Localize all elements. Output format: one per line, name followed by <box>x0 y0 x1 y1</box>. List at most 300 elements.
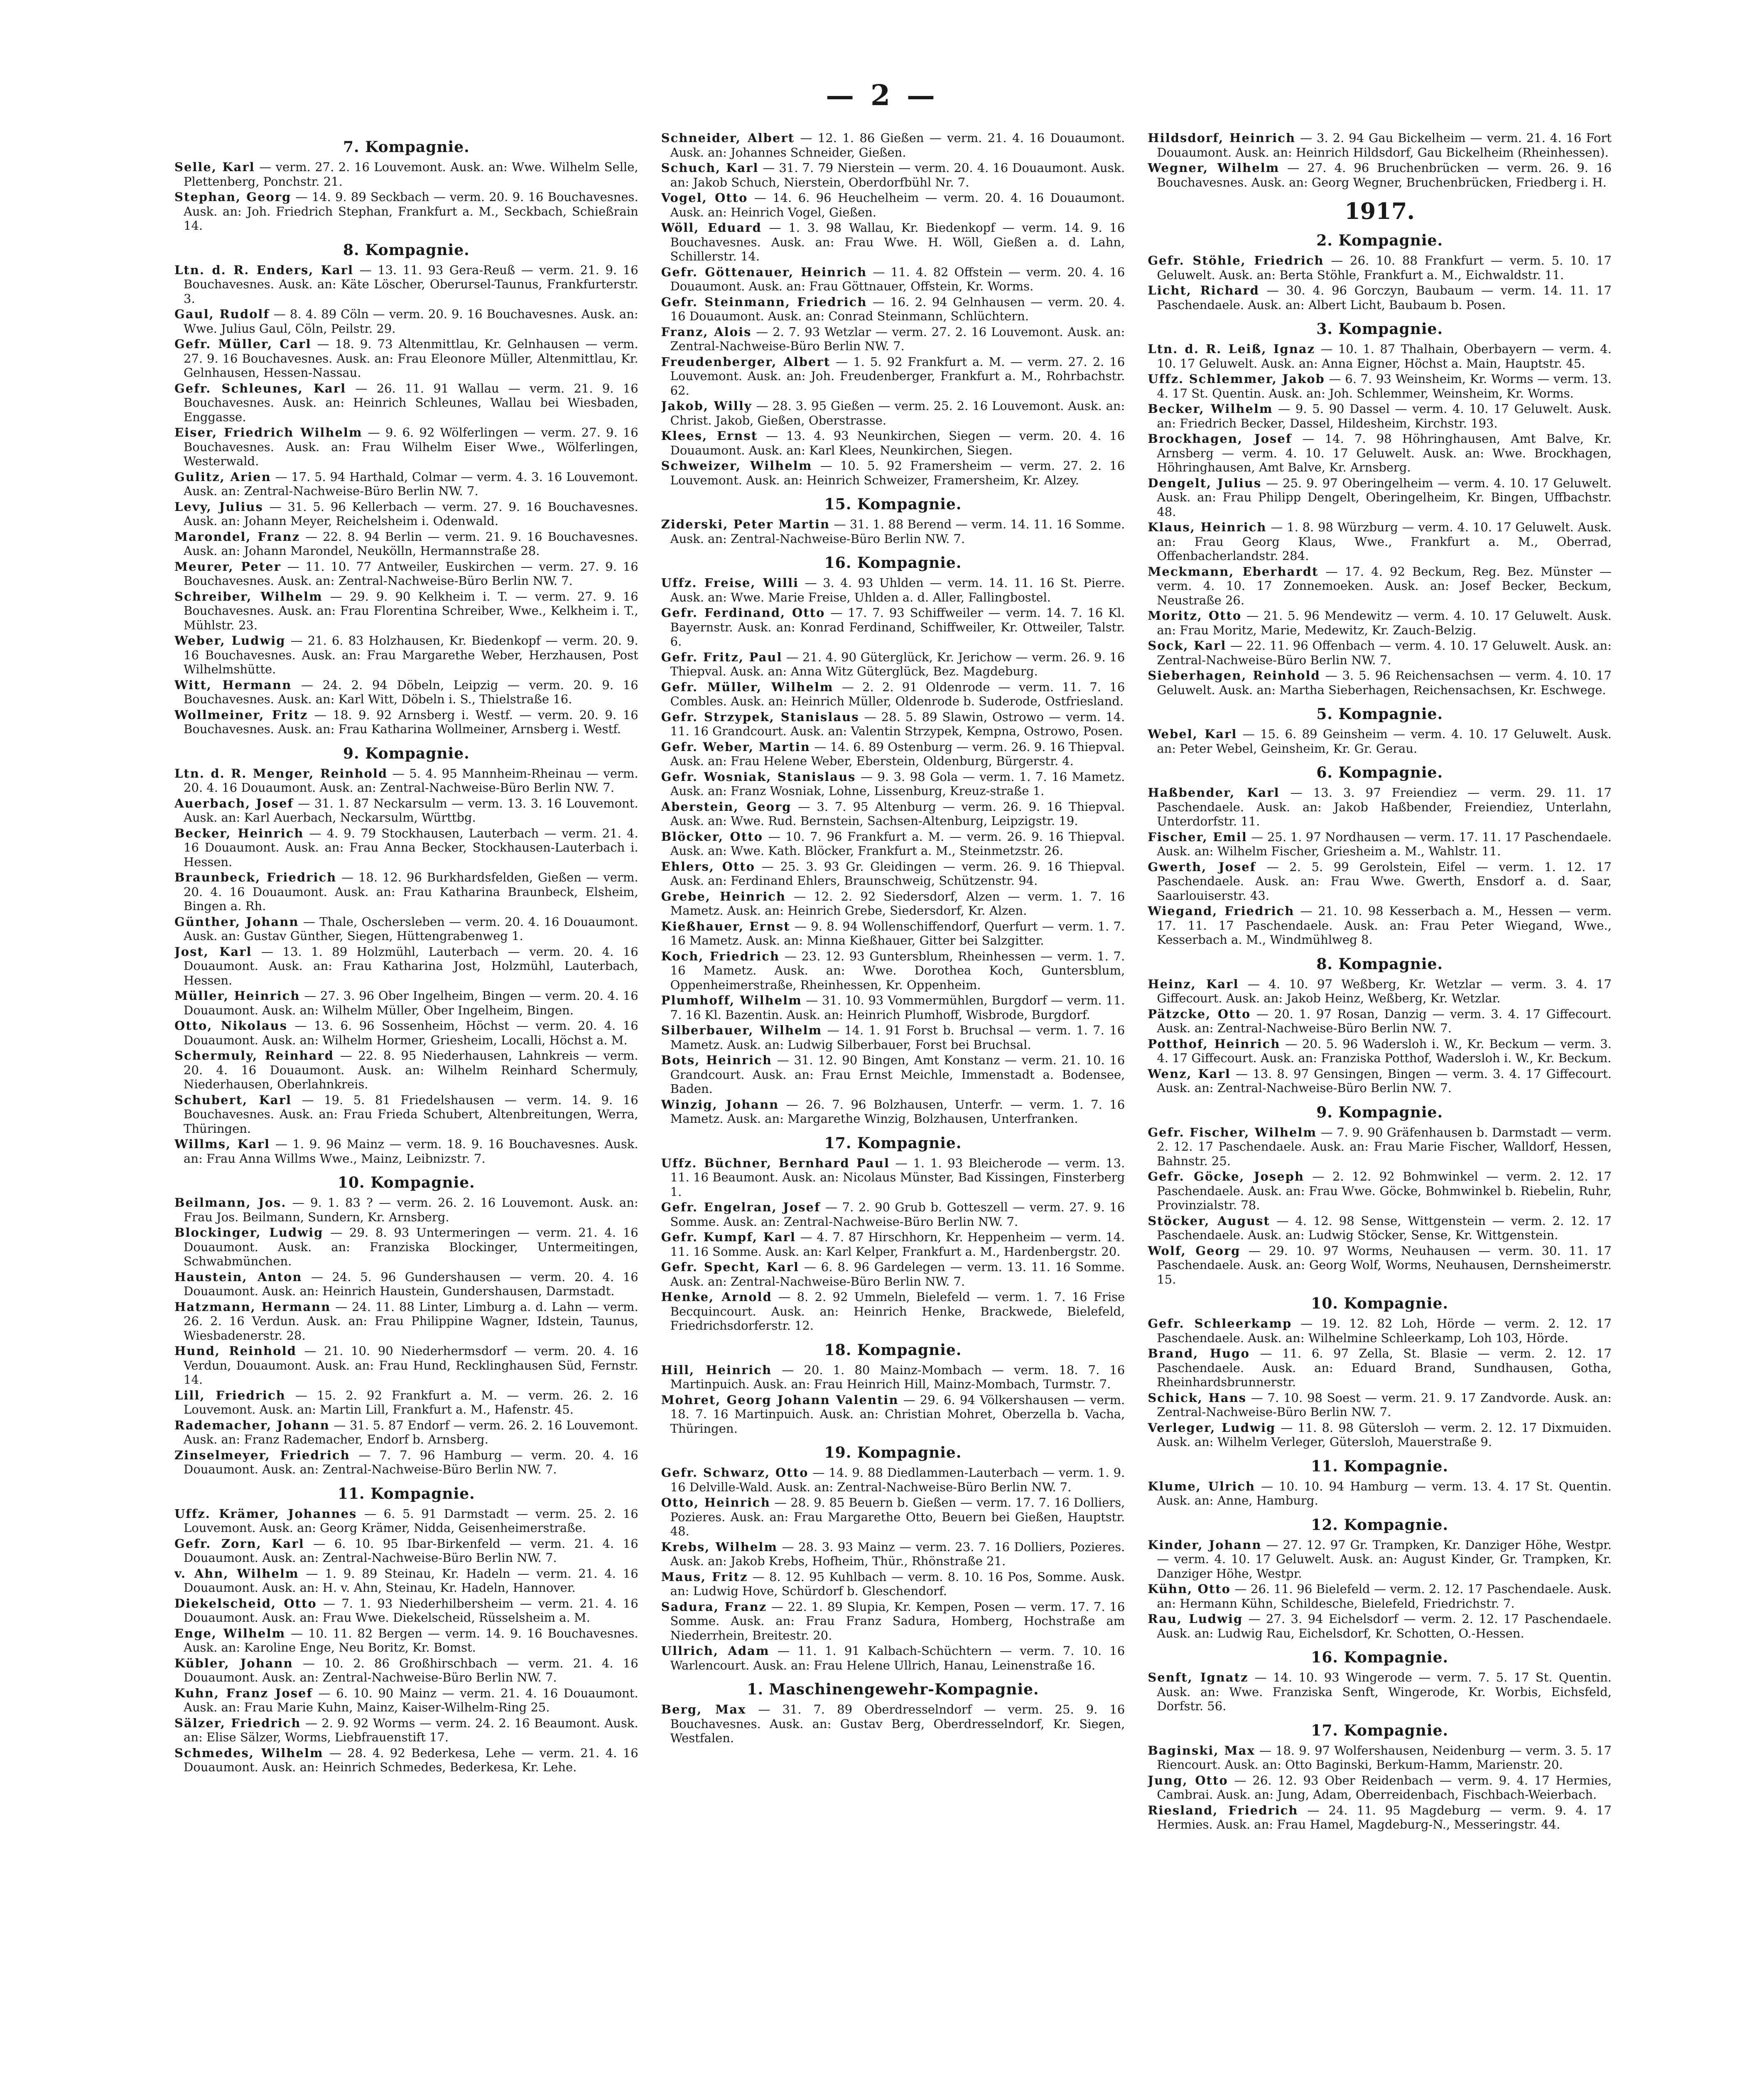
soldier-name: Schuch, Karl <box>661 161 759 175</box>
entry-details: — 18. 12. 96 Burkhardsfelden, Gießen — verm. 20. 4. 16 Douaumont. Ausk. an: Frau Katharina Braunbeck, Elsheim, Bingen a. Rh. <box>184 870 638 913</box>
casualty-entry <box>661 1230 1125 1259</box>
soldier-name: Stephan, Georg <box>174 190 292 204</box>
page-number: — 2 — <box>826 79 938 112</box>
casualty-entry <box>174 826 638 869</box>
soldier-name: Enge, Wilhelm <box>174 1626 286 1640</box>
soldier-name: Webel, Karl <box>1148 727 1237 741</box>
entry-details: — 21. 6. 83 Holzhausen, Kr. Biedenkopf — verm. 20. 9. 16 Bouchavesnes. Ausk. an: Frau Margarethe Weber, Herzhausen, Post Wilhelmshütte. <box>184 633 638 676</box>
entry-details: — 27. 12. 97 Gr. Trampken, Kr. Danziger Höhe, Westpr. — verm. 4. 10. 17 Geluwelt. Ausk. an: August Kinder, Gr. Trampken, Kr. Danziger Höhe, Westpr. <box>1157 1537 1612 1581</box>
entry-details: — 6. 7. 93 Weinsheim, Kr. Worms — verm. 13. 4. 17 St. Quentin. Ausk. an: Joh. Schlemmer, Weinsheim, Kr. Worms. <box>1157 372 1612 400</box>
soldier-name: Wöll, Eduard <box>661 221 762 235</box>
entry-details: — 10. 10. 94 Hamburg — verm. 13. 4. 17 St. Quentin. Ausk. an: Anne, Hamburg. <box>1157 1479 1612 1507</box>
casualty-entry <box>174 766 638 795</box>
casualty-entry <box>661 1393 1125 1436</box>
company-section <box>174 138 638 233</box>
soldier-name: Sock, Karl <box>1148 638 1227 653</box>
casualty-entry <box>174 1019 638 1047</box>
soldier-name: Meckmann, Eberhardt <box>1148 564 1319 579</box>
company-section <box>174 1485 638 1775</box>
entry-details: — 28. 4. 92 Bederkesa, Lehe — verm. 21. 4. 16 Douaumont. Ausk. an: Heinrich Schmedes, Bederkesa, Kr. Lehe. <box>184 1746 638 1774</box>
company-heading: 15. Kompagnie. <box>824 496 962 513</box>
company-section <box>174 745 638 1166</box>
casualty-entry <box>1148 1007 1612 1036</box>
soldier-name: Zinselmeyer, Friedrich <box>174 1448 350 1462</box>
company-section <box>661 1444 1125 1672</box>
casualty-entry <box>174 1566 638 1595</box>
company-section <box>661 554 1125 1126</box>
soldier-name: Haustein, Anton <box>174 1269 302 1284</box>
soldier-name: Berg, Max <box>661 1702 746 1716</box>
casualty-entry <box>174 1448 638 1477</box>
company-section <box>661 1134 1125 1333</box>
entry-details: — 23. 12. 93 Guntersblum, Rheinhessen — verm. 1. 7. 16 Mametz. Ausk. an: Wwe. Dorothea Koch, Guntersblum, Oppenheimerstraße, Rheinhessen, Kr. Oppenheim. <box>670 949 1125 992</box>
casualty-entry <box>1148 565 1612 608</box>
casualty-entry <box>661 1363 1125 1392</box>
entry-details: — 1. 5. 92 Frankfurt a. M. — verm. 27. 2. 16 Louvemont. Ausk. an: Joh. Freudenberger, Frankfurt a. M., Rohrbachstr. 62. <box>670 354 1125 398</box>
soldier-name: Gefr. Steinmann, Friedrich <box>661 295 867 309</box>
entry-details: — verm. 27. 2. 16 Louvemont. Ausk. an: Wwe. Wilhelm Selle, Plettenberg, Ponchstr. 21. <box>184 160 638 189</box>
casualty-entry <box>661 295 1125 324</box>
soldier-name: Potthof, Heinrich <box>1148 1036 1281 1051</box>
company-section <box>661 496 1125 546</box>
soldier-name: Witt, Hermann <box>174 678 292 692</box>
entry-details: — 2. 7. 93 Wetzlar — verm. 27. 2. 16 Louvemont. Ausk. an: Zentral-Nachweise-Büro Berlin NW. 7. <box>670 324 1125 353</box>
entry-details: — 26. 12. 93 Ober Reidenbach — verm. 9. 4. 17 Hermies, Cambrai. Ausk. an: Jung, Adam, Oberreidenbach, Fischbach-Weierbach. <box>1157 1773 1612 1802</box>
soldier-name: Gefr. Zorn, Karl <box>174 1536 304 1551</box>
entry-details: — 25. 3. 93 Gr. Gleidingen — verm. 26. 9. 16 Thiepval. Ausk. an: Ferdinand Ehlers, Braunschweig, Schützenstr. 94. <box>670 859 1125 888</box>
soldier-name: Wiegand, Friedrich <box>1148 904 1295 918</box>
entry-details: — 21. 5. 96 Mendewitz — verm. 4. 10. 17 Geluwelt. Ausk. an: Frau Moritz, Marie, Medewitz, Kr. Zauch-Belzig. <box>1157 609 1612 637</box>
casualty-entry <box>1148 432 1612 475</box>
casualty-entry <box>174 337 638 380</box>
entry-details: — 20. 5. 96 Wadersloh i. W., Kr. Beckum — verm. 3. 4. 17 Giffecourt. Ausk. an: Franziska Potthof, Wadersloh i. W., Kr. Beckum. <box>1157 1036 1612 1065</box>
soldier-name: Blöcker, Otto <box>661 829 763 844</box>
entry-details: — 3. 7. 95 Altenburg — verm. 26. 9. 16 Thiepval. Ausk. an: Wwe. Rud. Bernstein, Sachsen-Altenburg, Leipzigstr. 19. <box>670 799 1125 828</box>
entry-details: — 10. 5. 92 Framersheim — verm. 27. 2. 16 Louvemont. Ausk. an: Heinrich Schweizer, Framersheim, Kr. Alzey. <box>670 459 1125 487</box>
casualty-entry <box>174 263 638 306</box>
soldier-name: Ltn. d. R. Leiß, Ignaz <box>1148 342 1315 356</box>
company-section <box>1148 320 1612 697</box>
soldier-name: Gefr. Schleerkamp <box>1148 1316 1292 1331</box>
entry-details: — 22. 8. 94 Berlin — verm. 21. 9. 16 Bouchavesnes. Ausk. an: Johann Marondel, Neukölln, Hermannstraße 28. <box>184 529 638 558</box>
soldier-name: Sadura, Franz <box>661 1599 767 1614</box>
soldier-name: Stöcker, August <box>1148 1213 1270 1228</box>
entry-details: — 15. 2. 92 Frankfurt a. M. — verm. 26. 2. 16 Louvemont. Ausk. an: Martin Lill, Frankfurt a. M., Hafenstr. 45. <box>184 1388 638 1417</box>
casualty-entry <box>174 1686 638 1715</box>
casualty-entry <box>1148 1670 1612 1714</box>
entry-details: — 5. 4. 95 Mannheim-Rheinau — verm. 20. 4. 16 Douaumont. Ausk. an: Zentral-Nachweise-Büro Berlin NW. 7. <box>184 766 638 795</box>
column-container <box>174 131 1612 2077</box>
casualty-entry <box>1148 1773 1612 1802</box>
company-heading: 8. Kompagnie. <box>343 241 470 259</box>
casualty-entry <box>1148 977 1612 1006</box>
soldier-name: Schweizer, Wilhelm <box>661 459 812 473</box>
casualty-entry <box>1148 638 1612 667</box>
casualty-entry <box>661 576 1125 604</box>
soldier-name: Gulitz, Arien <box>174 469 271 484</box>
soldier-name: Gefr. Göcke, Joseph <box>1148 1169 1305 1183</box>
casualty-entry <box>1148 904 1612 947</box>
entry-details: — 22. 1. 89 Slupia, Kr. Kempen, Posen — verm. 17. 7. 16 Somme. Ausk. an: Frau Franz Sadura, Homberg, Hochstraße am Niederrhein, Breitestr. 20. <box>670 1599 1125 1642</box>
company-heading: 2. Kompagnie. <box>1316 232 1443 249</box>
company-section <box>1148 705 1612 756</box>
casualty-entry <box>661 1097 1125 1126</box>
entry-details: — 20. 1. 97 Rosan, Danzig — verm. 3. 4. 17 Giffecourt. Ausk. an: Zentral-Nachweise-Büro Berlin NW. 7. <box>1157 1007 1612 1035</box>
soldier-name: Brand, Hugo <box>1148 1346 1250 1360</box>
entry-details: — 2. 2. 91 Oldenrode — verm. 11. 7. 16 Combles. Ausk. an: Heinrich Müller, Oldenrode b. Suderode, Ostfriesland. <box>670 680 1125 708</box>
casualty-entry <box>661 1644 1125 1672</box>
casualty-entry <box>661 399 1125 427</box>
entry-details: — 11. 10. 77 Antweiler, Euskirchen — verm. 27. 9. 16 Bouchavesnes. Ausk. an: Zentral-Nachweise-Büro Berlin NW. 7. <box>184 559 638 588</box>
soldier-name: Schick, Hans <box>1148 1390 1247 1405</box>
soldier-name: Kinder, Johann <box>1148 1537 1262 1552</box>
soldier-name: Gefr. Schleunes, Karl <box>174 381 346 395</box>
soldier-name: Heinz, Karl <box>1148 977 1239 991</box>
casualty-entry <box>174 190 638 233</box>
entry-details: — 11. 8. 98 Gütersloh — verm. 2. 12. 17 Dixmuiden. Ausk. an: Wilhelm Verleger, Gütersloh, Mauerstraße 9. <box>1157 1420 1612 1449</box>
entry-details: — 10. 7. 96 Frankfurt a. M. — verm. 26. 9. 16 Thiepval. Ausk. an: Wwe. Kath. Blöcker, Frankfurt a. M., Steinmetzstr. 26. <box>670 829 1125 858</box>
soldier-name: Lill, Friedrich <box>174 1388 286 1402</box>
soldier-name: Gefr. Engelran, Josef <box>661 1200 821 1214</box>
entry-details: — 4. 9. 79 Stockhausen, Lauterbach — verm. 21. 4. 16 Douaumont. Ausk. an: Frau Anna Becker, Stockhausen-Lauterbach i. Hessen. <box>184 826 638 869</box>
casualty-entry <box>1148 283 1612 312</box>
entry-details: — 2. 12. 92 Bohmwinkel — verm. 2. 12. 17 Paschendaele. Ausk. an: Frau Wwe. Göcke, Bohmwinkel b. Riebelin, Ruhr, Provinzialstr. 78. <box>1157 1169 1612 1212</box>
soldier-name: Weber, Ludwig <box>174 633 286 648</box>
soldier-name: Levy, Julius <box>174 499 263 514</box>
casualty-entry <box>661 1200 1125 1229</box>
entry-details: — 26. 11. 91 Wallau — verm. 21. 9. 16 Bouchavesnes. Ausk. an: Heinrich Schleunes, Wallau bei Wiesbaden, Enggasse. <box>184 381 638 424</box>
entry-details: — 31. 7. 79 Nierstein — verm. 20. 4. 16 Douaumont. Ausk. an: Jakob Schuch, Nierstein, Oberdorfbühl Nr. 7. <box>670 161 1125 189</box>
company-heading: 9. Kompagnie. <box>1316 1103 1443 1121</box>
soldier-name: Diekelscheid, Otto <box>174 1596 317 1611</box>
entry-details: — 1. 9. 96 Mainz — verm. 18. 9. 16 Bouchavesnes. Ausk. an: Frau Anna Willms Wwe., Mainz, Leibnizstr. 7. <box>184 1137 638 1166</box>
soldier-name: Schneider, Albert <box>661 131 795 145</box>
casualty-entry <box>1148 1346 1612 1390</box>
soldier-name: Haßbender, Karl <box>1148 786 1280 800</box>
entry-details: — 2. 5. 99 Gerolstein, Eifel — verm. 1. 12. 17 Paschendaele. Ausk. an: Frau Wwe. Gwerth, Ensdorf a. d. Saar, Saarlouiserstr. 43. <box>1157 859 1612 903</box>
entry-details: — Thale, Oschersleben — verm. 20. 4. 16 Douaumont. Ausk. an: Gustav Günther, Siegen, Hüttengrabenweg 1. <box>184 914 638 943</box>
casualty-entry <box>174 945 638 988</box>
casualty-entry <box>1148 786 1612 829</box>
casualty-entry <box>174 915 638 943</box>
casualty-entry <box>661 265 1125 294</box>
entry-details: — 12. 1. 86 Gießen — verm. 21. 4. 16 Douaumont. Ausk. an: Johannes Schneider, Gießen. <box>670 131 1125 160</box>
entry-details: — 19. 5. 81 Friedelshausen — verm. 14. 9. 16 Bouchavesnes. Ausk. an: Frau Frieda Schubert, Altenbreitungen, Werra, Thüringen. <box>184 1093 638 1136</box>
soldier-name: Gefr. Stöhle, Friedrich <box>1148 253 1324 268</box>
entry-details: — 22. 11. 96 Offenbach — verm. 4. 10. 17 Geluwelt. Ausk. an: Zentral-Nachweise-Büro Berlin NW. 7. <box>1157 638 1612 667</box>
soldier-name: Gefr. Ferdinand, Otto <box>661 606 825 620</box>
entry-details: — 1. 9. 89 Steinau, Kr. Hadeln — verm. 21. 4. 16 Douaumont. Ausk. an: H. v. Ahn, Steinau, Kr. Hadeln, Hannover. <box>184 1566 638 1595</box>
entry-details: — 4. 7. 87 Hirschhorn, Kr. Heppenheim — verm. 14. 11. 16 Somme. Ausk. an: Karl Kelper, Frankfurt a. M., Hardenbergstr. 20. <box>670 1230 1125 1259</box>
casualty-entry <box>1148 1743 1612 1772</box>
casualty-entry <box>174 1270 638 1299</box>
entry-details: — 9. 5. 90 Dassel — verm. 4. 10. 17 Geluwelt. Ausk. an: Friedrich Becker, Dassel, Hildesheim, Kirchstr. 193. <box>1157 402 1612 430</box>
casualty-entry <box>1148 1316 1612 1345</box>
soldier-name: Rau, Ludwig <box>1148 1612 1243 1626</box>
entry-details: — 3. 2. 94 Gau Bickelheim — verm. 21. 4. 16 Fort Douaumont. Ausk. an: Heinrich Hildsdorf, Gau Bickelheim (Rheinhessen). <box>1157 131 1612 160</box>
casualty-entry <box>1148 1067 1612 1095</box>
entry-details: — 9. 1. 83 ? — verm. 26. 2. 16 Louvemont. Ausk. an: Frau Jos. Beilmann, Sundern, Kr. Arnsberg. <box>184 1196 638 1224</box>
entry-details: — 16. 2. 94 Gelnhausen — verm. 20. 4. 16 Douaumont. Ausk. an: Conrad Steinmann, Schlüchtern. <box>670 295 1125 323</box>
soldier-name: Gefr. Wosniak, Stanislaus <box>661 769 856 784</box>
company-section <box>1148 955 1612 1095</box>
soldier-name: Vogel, Otto <box>661 191 748 205</box>
soldier-name: Fischer, Emil <box>1148 830 1247 844</box>
casualty-entry <box>174 870 638 913</box>
casualty-entry <box>661 710 1125 739</box>
company-heading: 11. Kompagnie. <box>1311 1457 1449 1475</box>
casualty-entry <box>661 830 1125 858</box>
entry-details: — 28. 9. 85 Beuern b. Gießen — verm. 17. 7. 16 Dolliers, Pozieres. Ausk. an: Frau Margarethe Otto, Beuern bei Gießen, Hauptstr. 48. <box>670 1495 1125 1538</box>
casualty-entry <box>661 800 1125 828</box>
soldier-name: Bots, Heinrich <box>661 1053 772 1067</box>
entry-details: — 13. 4. 93 Neunkirchen, Siegen — verm. 20. 4. 16 Douaumont. Ausk. an: Karl Klees, Neunkirchen, Siegen. <box>670 429 1125 457</box>
entry-details: — 13. 6. 96 Sossenheim, Höchst — verm. 20. 4. 16 Douaumont. Ausk. an: Wilhelm Hormer, Griesheim, Localli, Höchst a. M. <box>184 1019 638 1047</box>
casualty-entry <box>174 530 638 558</box>
company-heading: 19. Kompagnie. <box>824 1444 962 1461</box>
casualty-entry <box>174 1746 638 1775</box>
entry-details: — 31. 1. 88 Berend — verm. 14. 11. 16 Somme. Ausk. an: Zentral-Nachweise-Büro Berlin NW. 7. <box>670 517 1125 546</box>
entry-details: — 21. 4. 90 Güterglück, Kr. Jerichow — verm. 26. 9. 16 Thiepval. Ausk. an: Anna Witz Güterglück, Bez. Magdeburg. <box>670 650 1125 678</box>
casualty-entry <box>174 589 638 633</box>
casualty-entry <box>174 1048 638 1092</box>
soldier-name: Winzig, Johann <box>661 1097 779 1112</box>
casualty-entry <box>1148 1037 1612 1066</box>
company-heading: 3. Kompagnie. <box>1316 320 1443 338</box>
soldier-name: Gefr. Specht, Karl <box>661 1260 799 1274</box>
company-section <box>1148 1295 1612 1449</box>
entry-details: — 17. 7. 93 Schiffweiler — verm. 14. 7. 16 Kl. Bayernstr. Ausk. an: Konrad Ferdinand, Schiffweiler, Kr. Ottweiler, Talstr. 6. <box>670 606 1125 648</box>
entry-details: — 1. 1. 93 Bleicherode — verm. 13. 11. 16 Beaumont. Ausk. an: Nicolaus Münster, Bad Kissingen, Finsterberg 1. <box>670 1156 1125 1199</box>
company-heading: 16. Kompagnie. <box>1311 1649 1449 1666</box>
company-heading: 10. Kompagnie. <box>1311 1295 1449 1312</box>
casualty-entry <box>174 1537 638 1565</box>
soldier-name: Freudenberger, Albert <box>661 354 831 369</box>
entry-details: — 6. 10. 95 Ibar-Birkenfeld — verm. 21. 4. 16 Douaumont. Ausk. an: Zentral-Nachweise-Büro Berlin NW. 7. <box>184 1536 638 1565</box>
casualty-entry <box>661 606 1125 649</box>
entry-details: — 13. 11. 93 Gera-Reuß — verm. 21. 9. 16 Bouchavesnes. Ausk. an: Käte Löscher, Oberursel-Taunus, Frankfurterstr. 3. <box>184 263 638 306</box>
soldier-name: Becker, Wilhelm <box>1148 402 1273 416</box>
casualty-entry <box>174 160 638 189</box>
entry-details: — 8. 2. 92 Ummeln, Bielefeld — verm. 1. 7. 16 Frise Becquincourt. Ausk. an: Heinrich Henke, Brackwede, Bielefeld, Friedrichsdorferstr. 12. <box>670 1290 1125 1333</box>
company-heading: 16. Kompagnie. <box>824 554 962 572</box>
soldier-name: Maus, Fritz <box>661 1569 748 1584</box>
company-section <box>1148 131 1612 189</box>
entry-details: — 20. 1. 80 Mainz-Mombach — verm. 18. 7. 16 Martinpuich. Ausk. an: Frau Heinrich Hill, Mainz-Mombach, Turmstr. 7. <box>670 1363 1125 1391</box>
soldier-name: Sieberhagen, Reinhold <box>1148 668 1320 683</box>
company-section <box>1148 764 1612 947</box>
casualty-entry <box>661 919 1125 948</box>
soldier-name: Grebe, Heinrich <box>661 889 786 903</box>
casualty-entry <box>661 221 1125 264</box>
casualty-entry <box>1148 1244 1612 1287</box>
entry-details: — 13. 8. 97 Gensingen, Bingen — verm. 3. 4. 17 Giffecourt. Ausk. an: Zentral-Nachweise-Büro Berlin NW. 7. <box>1157 1066 1612 1095</box>
entry-details: — 18. 9. 92 Arnsberg i. Westf. — verm. 20. 9. 16 Bouchavesnes. Ausk. an: Frau Katharina Wollmeiner, Arnsberg i. Westf. <box>184 707 638 736</box>
casualty-entry <box>1148 342 1612 371</box>
company-heading: 7. Kompagnie. <box>343 138 470 156</box>
soldier-name: Kübler, Johann <box>174 1656 293 1670</box>
company-section <box>1148 1104 1612 1287</box>
casualty-entry <box>1148 860 1612 903</box>
casualty-entry <box>174 1225 638 1269</box>
entry-details: — 24. 11. 88 Linter, Limburg a. d. Lahn — verm. 26. 2. 16 Verdun. Ausk. an: Frau Philippine Wagner, Idstein, Taunus, Wiesbadenerstr. 28. <box>184 1299 638 1343</box>
entry-details: — 18. 9. 73 Altenmittlau, Kr. Gelnhausen — verm. 27. 9. 16 Bouchavesnes. Ausk. an: Frau Eleonore Müller, Altenmittlau, Kr. Gelnhausen, Hessen-Nassau. <box>184 337 638 380</box>
soldier-name: Wenz, Karl <box>1148 1066 1231 1081</box>
entry-details: — 29. 9. 90 Kelkheim i. T. — verm. 27. 9. 16 Bouchavesnes. Ausk. an: Frau Florentina Schreiber, Wwe., Kelkheim i. T., Mühlstr. 23. <box>184 589 638 632</box>
soldier-name: Gwerth, Josef <box>1148 859 1256 874</box>
entry-details: — 31. 5. 96 Kellerbach — verm. 27. 9. 16 Bouchavesnes. Ausk. an: Johann Meyer, Reichelsheim i. Odenwald. <box>184 499 638 528</box>
casualty-entry <box>1148 402 1612 430</box>
soldier-name: Schermuly, Reinhard <box>174 1048 334 1063</box>
soldier-name: Gaul, Rudolf <box>174 307 270 321</box>
casualty-entry <box>661 1540 1125 1569</box>
casualty-entry <box>174 1388 638 1417</box>
entry-details: — 25. 9. 97 Oberingelheim — verm. 4. 10. 17 Geluwelt. Ausk. an: Frau Philipp Dengelt, Oberingelheim, Kr. Bingen, Uffbachstr. 48. <box>1157 476 1612 519</box>
entry-details: — 28. 5. 89 Slawin, Ostrowo — verm. 14. 11. 16 Grandcourt. Ausk. an: Valentin Strzypek, Kempna, Ostrowo, Posen. <box>670 710 1125 738</box>
company-heading: 17. Kompagnie. <box>1311 1721 1449 1739</box>
entry-details: — 21. 10. 90 Niederhermsdorf — verm. 20. 4. 16 Verdun, Douaumont. Ausk. an: Frau Hund, Recklinghausen Süd, Fernstr. 14. <box>184 1344 638 1387</box>
company-heading: 18. Kompagnie. <box>824 1341 962 1359</box>
soldier-name: Moritz, Otto <box>1148 609 1242 623</box>
year-heading: 1917. <box>1344 198 1415 224</box>
soldier-name: Kühn, Otto <box>1148 1582 1231 1596</box>
soldier-name: Otto, Heinrich <box>661 1495 770 1510</box>
casualty-entry <box>174 1656 638 1685</box>
casualty-entry <box>661 1466 1125 1494</box>
entry-details: — 31. 12. 90 Bingen, Amt Konstanz — verm. 21. 10. 16 Grandcourt. Ausk. an: Frau Ernst Meichle, Immenstadt a. Bodensee, Baden. <box>670 1053 1125 1096</box>
entry-details: — 21. 10. 98 Kesserbach a. M., Hessen — verm. 17. 11. 17 Paschendaele. Ausk. an: Frau Peter Wiegand, Wwe., Kesserbach a. M., Windmühlweg 8. <box>1157 904 1612 947</box>
entry-details: — 26. 7. 96 Bolzhausen, Unterfr. — verm. 1. 7. 16 Mametz. Ausk. an: Margarethe Winzig, Bolzhausen, Unterfranken. <box>670 1097 1125 1126</box>
entry-details: — 14. 6. 96 Heuchelheim — verm. 20. 4. 16 Douaumont. Ausk. an: Heinrich Vogel, Gießen. <box>670 191 1125 219</box>
soldier-name: Gefr. Müller, Carl <box>174 337 312 351</box>
soldier-name: Gefr. Göttenauer, Heinrich <box>661 265 867 279</box>
soldier-name: Riesland, Friedrich <box>1148 1803 1298 1817</box>
soldier-name: Günther, Johann <box>174 914 299 929</box>
soldier-name: Gefr. Kumpf, Karl <box>661 1230 796 1244</box>
casualty-entry <box>661 325 1125 354</box>
soldier-name: Wolf, Georg <box>1148 1243 1241 1258</box>
soldier-name: Wegner, Wilhelm <box>1148 161 1280 175</box>
company-heading: 9. Kompagnie. <box>343 744 470 762</box>
casualty-entry <box>661 1290 1125 1333</box>
casualty-entry <box>661 191 1125 219</box>
entry-details: — 7. 2. 90 Grub b. Gotteszell — verm. 27. 9. 16 Somme. Ausk. an: Zentral-Nachweise-Büro Berlin NW. 7. <box>670 1200 1125 1229</box>
entry-details: — 11. 6. 97 Zella, St. Blasie — verm. 2. 12. 17 Paschendaele. Ausk. an: Eduard Brand, Sundhausen, Gotha, Rheinhardsbrunnerstr. <box>1157 1346 1612 1389</box>
casualty-entry <box>1148 131 1612 160</box>
soldier-name: Kuhn, Franz Josef <box>174 1686 313 1700</box>
casualty-entry <box>174 1300 638 1343</box>
soldier-name: Meurer, Peter <box>174 559 281 574</box>
casualty-entry <box>661 770 1125 798</box>
column-right <box>1148 131 1612 2077</box>
soldier-name: Jost, Karl <box>174 944 252 959</box>
soldier-name: Ehlers, Otto <box>661 859 756 874</box>
casualty-entry <box>661 889 1125 918</box>
soldier-name: Wollmeiner, Fritz <box>174 707 308 722</box>
casualty-entry <box>661 1702 1125 1746</box>
soldier-name: Rademacher, Johann <box>174 1418 330 1432</box>
column-middle <box>661 131 1125 2077</box>
soldier-name: Plumhoff, Wilhelm <box>661 993 802 1007</box>
company-heading: 8. Kompagnie. <box>1316 955 1443 973</box>
soldier-name: Blockinger, Ludwig <box>174 1225 324 1240</box>
casualty-entry <box>1148 1169 1612 1213</box>
soldier-name: Gefr. Fritz, Paul <box>661 650 783 664</box>
soldier-name: Braunbeck, Friedrich <box>174 870 337 884</box>
casualty-entry <box>1148 1582 1612 1611</box>
casualty-entry <box>1148 161 1612 189</box>
casualty-entry <box>661 459 1125 487</box>
entry-details: — 13. 3. 97 Freiendiez — verm. 29. 11. 17 Paschendaele. Ausk. an: Jakob Haßbender, Freiendiez, Unterlahn, Unterdorfstr. 11. <box>1157 786 1612 828</box>
casualty-entry <box>661 161 1125 189</box>
entry-details: — 14. 1. 91 Forst b. Bruchsal — verm. 1. 7. 16 Mametz. Ausk. an: Ludwig Silberbauer, Forst bei Bruchsal. <box>670 1023 1125 1052</box>
entry-details: — 14. 9. 89 Seckbach — verm. 20. 9. 16 Bouchavesnes. Ausk. an: Joh. Friedrich Stephan, Frankfurt a. M., Seckbach, Schießrain 14. <box>184 190 638 233</box>
entry-details: — 25. 1. 97 Nordhausen — verm. 17. 11. 17 Paschendaele. Ausk. an: Wilhelm Fischer, Griesheim a. M., Wahlstr. 11. <box>1157 830 1612 858</box>
soldier-name: Aberstein, Georg <box>661 799 792 814</box>
soldier-name: Schreiber, Wilhelm <box>174 589 323 604</box>
soldier-name: Ltn. d. R. Menger, Reinhold <box>174 766 388 781</box>
soldier-name: Gefr. Weber, Martin <box>661 739 810 754</box>
casualty-entry <box>174 1137 638 1166</box>
casualty-entry <box>1148 1612 1612 1640</box>
soldier-name: Koch, Friedrich <box>661 949 780 963</box>
soldier-name: Dengelt, Julius <box>1148 476 1262 490</box>
casualty-entry <box>661 429 1125 457</box>
company-heading: 17. Kompagnie. <box>824 1134 962 1152</box>
soldier-name: Klume, Ulrich <box>1148 1479 1256 1493</box>
company-heading: 10. Kompagnie. <box>337 1174 475 1191</box>
soldier-name: v. Ahn, Wilhelm <box>174 1566 299 1581</box>
casualty-entry <box>661 131 1125 160</box>
soldier-name: Ullrich, Adam <box>661 1644 770 1658</box>
casualty-entry <box>1148 1391 1612 1419</box>
entry-details: — 1. 3. 98 Wallau, Kr. Biedenkopf — verm. 14. 9. 16 Bouchavesnes. Ausk. an: Frau Wwe. H. Wöll, Gießen a. d. Lahn, Schillerstr. 14. <box>670 221 1125 263</box>
entry-details: — 8. 12. 95 Kuhlbach — verm. 8. 10. 16 Pos, Somme. Ausk. an: Ludwig Hove, Schürdorf b. Gleschendorf. <box>670 1569 1125 1598</box>
entry-details: — 2. 9. 92 Worms — verm. 24. 2. 16 Beaumont. Ausk. an: Elise Sälzer, Worms, Liebfrauenstift 17. <box>184 1716 638 1744</box>
company-section <box>174 1174 638 1477</box>
casualty-entry <box>661 355 1125 398</box>
casualty-entry <box>174 1596 638 1625</box>
soldier-name: Klees, Ernst <box>661 429 758 443</box>
casualty-entry <box>174 381 638 425</box>
soldier-name: Uffz. Schlemmer, Jakob <box>1148 372 1325 386</box>
company-section <box>661 131 1125 487</box>
casualty-entry <box>1148 1214 1612 1242</box>
entry-details: — 7. 7. 96 Hamburg — verm. 20. 4. 16 Douaumont. Ausk. an: Zentral-Nachweise-Büro Berlin NW. 7. <box>184 1448 638 1476</box>
entry-details: — 31. 10. 93 Vommermühlen, Burgdorf — verm. 11. 7. 16 Kl. Bazentin. Ausk. an: Heinrich Plumhoff, Wisbrode, Burgdorf. <box>670 993 1125 1022</box>
entry-details: — 18. 9. 97 Wolfershausen, Neidenburg — verm. 3. 5. 17 Riencourt. Ausk. an: Otto Baginski, Berkum-Hamm, Marienstr. 20. <box>1157 1743 1612 1772</box>
entry-details: — 3. 5. 96 Reichensachsen — verm. 4. 10. 17 Geluwelt. Ausk. an: Martha Sieberhagen, Reichensachsen, Kr. Eschwege. <box>1157 668 1612 697</box>
soldier-name: Uffz. Büchner, Bernhard Paul <box>661 1156 890 1170</box>
soldier-name: Ltn. d. R. Enders, Karl <box>174 263 354 277</box>
casualty-entry <box>174 1716 638 1745</box>
soldier-name: Gefr. Schwarz, Otto <box>661 1466 809 1480</box>
casualty-entry <box>174 1196 638 1224</box>
entry-details: — 17. 4. 92 Beckum, Reg. Bez. Münster — verm. 4. 10. 17 Zonnemoeken. Ausk. an: Josef Becker, Beckum, Neustraße 26. <box>1157 564 1612 607</box>
entry-details: — 11. 4. 82 Offstein — verm. 20. 4. 16 Douaumont. Ausk. an: Frau Göttnauer, Offstein, Kr. Worms. <box>670 265 1125 293</box>
soldier-name: Gefr. Fischer, Wilhelm <box>1148 1125 1317 1139</box>
casualty-entry <box>661 680 1125 709</box>
soldier-name: Senft, Ignatz <box>1148 1670 1249 1684</box>
entry-details: — 10. 2. 86 Großhirschbach — verm. 21. 4. 16 Douaumont. Ausk. an: Zentral-Nachweise-Büro Berlin NW. 7. <box>184 1656 638 1684</box>
soldier-name: Uffz. Freise, Willi <box>661 576 799 590</box>
entry-details: — 31. 7. 89 Oberdresselndorf — verm. 25. 9. 16 Bouchavesnes. Ausk. an: Gustav Berg, Oberdresselndorf, Kr. Siegen, Westfalen. <box>670 1702 1125 1745</box>
soldier-name: Pätzcke, Otto <box>1148 1007 1251 1021</box>
soldier-name: Eiser, Friedrich Wilhelm <box>174 425 363 439</box>
soldier-name: Schubert, Karl <box>174 1093 292 1107</box>
casualty-entry <box>1148 520 1612 563</box>
entry-details: — 8. 4. 89 Cöln — verm. 20. 9. 16 Bouchavesnes. Ausk. an: Wwe. Julius Gaul, Cöln, Peilstr. 29. <box>184 307 638 336</box>
